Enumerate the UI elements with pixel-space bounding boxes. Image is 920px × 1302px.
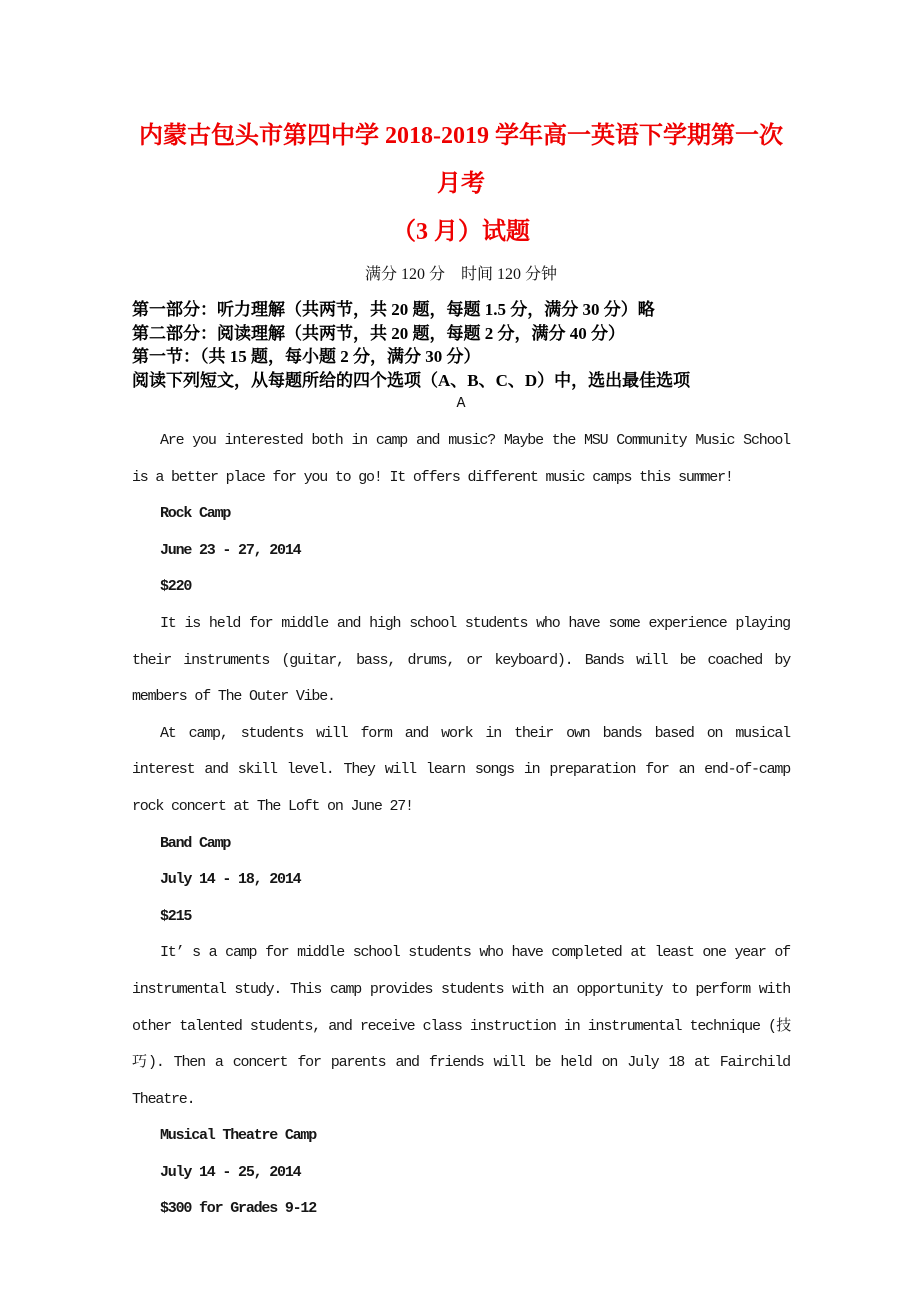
instruction-line-section1: 第一节：（共 15 题，每小题 2 分，满分 30 分）	[132, 347, 481, 366]
score-time-line: 满分 120 分 时间 120 分钟	[364, 266, 557, 283]
exam-title	[132, 112, 790, 256]
exam-title-line1: 内蒙古包头市第四中学 2018-2019 学年高一英语下学期第一次月考	[139, 123, 783, 197]
instruction-line-part1: 第一部分：听力理解（共两节，共 20 题，每题 1.5 分，满分 30 分）略	[132, 300, 655, 319]
passage-paragraph: It’ s a camp for middle school students who have completed at least one year of instrumental study. This camp provides students with an opportunity to perform with other talented students, and receive class instruction in instrumental technique (技巧). Then a concert for parents and friends will be held on July 18 at Fairchild Theatre.	[132, 944, 790, 1108]
section-label: A	[456, 395, 466, 412]
reading-passage	[132, 423, 790, 1228]
exam-title-line2: （3 月）试题	[392, 219, 530, 245]
passage-paragraph: At camp, students will form and work in their own bands based on musical interest and skill level. They will learn songs in preparation for an end-of-camp rock concert at The Loft on June 27!	[132, 724, 790, 815]
camp-date: July 14 - 25, 2014	[160, 1163, 301, 1181]
camp-date: June 23 - 27, 2014	[160, 541, 301, 559]
camp-name: Rock Camp	[160, 505, 231, 523]
passage-paragraph: Are you interested both in camp and music? Maybe the MSU Community Music School is a better place for you to go! It offers different music camps this summer!	[132, 432, 790, 486]
instruction-line-directions: 阅读下列短文，从每题所给的四个选项（A、B、C、D）中，选出最佳选项	[132, 370, 691, 390]
camp-price: $220	[160, 578, 192, 596]
camp-date: July 14 - 18, 2014	[160, 871, 301, 889]
camp-name: Musical Theatre Camp	[160, 1127, 317, 1145]
camp-price: $300 for Grades 9-12	[160, 1200, 317, 1218]
instruction-line-part2: 第二部分：阅读理解（共两节，共 20 题，每题 2 分，满分 40 分）	[132, 323, 625, 343]
passage-paragraph: It is held for middle and high school students who have some experience playing their instruments (guitar, bass, drums, or keyboard). Bands will be coached by members of The Outer Vibe.	[132, 614, 790, 706]
exam-instructions	[132, 298, 790, 392]
camp-name: Band Camp	[160, 834, 231, 852]
camp-price: $215	[160, 907, 192, 925]
